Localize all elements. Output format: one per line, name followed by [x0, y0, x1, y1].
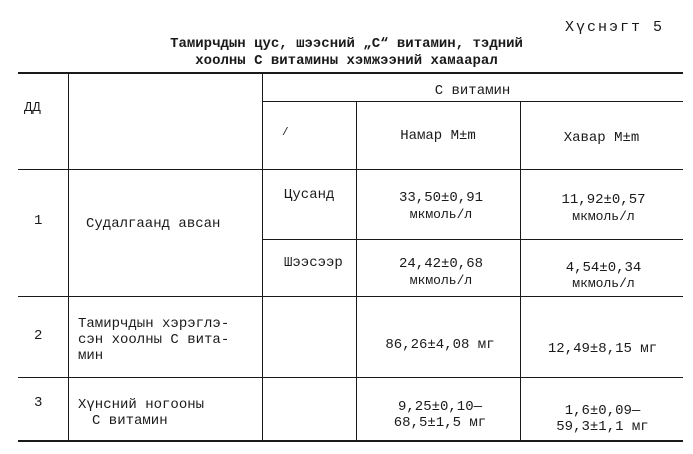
rule-header-group [262, 101, 683, 102]
autumn-value: 33,50±0,91 [398, 190, 483, 206]
table-title-line-1: Тамирчдын цус, шээсний „С“ витамин, тэдний [170, 36, 523, 52]
vline-sub [356, 101, 357, 441]
header-mark: / [282, 127, 289, 139]
header-vitamin-c: С витамин [434, 83, 511, 99]
rule-bottom [18, 440, 683, 442]
autumn-value: 68,5±1,5 мг [393, 415, 487, 431]
vline-season [520, 101, 521, 441]
row-label-line: С витамин [92, 413, 168, 429]
sub-row-label: Шээсээр [284, 255, 343, 271]
autumn-value: 24,42±0,68 [398, 256, 483, 272]
row-label: Судалгаанд авсан [86, 216, 221, 232]
spring-unit: мкмоль/л [572, 209, 635, 224]
row-label-line: сэн хоолны С вита- [78, 332, 230, 348]
header-autumn: Намар М±m [400, 128, 476, 144]
row-label-line: Тамирчдын хэрэглэ- [78, 316, 230, 332]
sub-row-label: Цусанд [284, 187, 335, 203]
row-label-line: мин [78, 348, 104, 364]
rule-top [18, 72, 683, 74]
table-number: Хүснэгт 5 [565, 19, 665, 36]
vline-id [68, 72, 69, 441]
spring-value: 59,3±1,1 мг [556, 419, 649, 435]
spring-unit: мкмоль/л [572, 276, 635, 291]
row-number: 1 [34, 213, 43, 229]
header-id: ДД [24, 100, 41, 116]
autumn-unit: мкмоль/л [409, 273, 473, 288]
header-spring: Хавар М±m [563, 130, 640, 146]
rule-row2-top [18, 296, 683, 297]
autumn-unit: мкмоль/л [409, 207, 473, 222]
row-number: 3 [34, 395, 43, 411]
autumn-value: 86,26±4,08 мг [385, 337, 495, 353]
spring-value: 4,54±0,34 [565, 260, 642, 276]
rule-row3-top [18, 377, 683, 378]
spring-value: 1,6±0,09— [564, 403, 641, 419]
spring-value: 12,49±8,15 мг [547, 341, 658, 357]
spring-value: 11,92±0,57 [561, 192, 646, 208]
table-title-line-2: хоолны С витамины хэмжээний хамаарал [195, 53, 498, 69]
rule-sub-divider [262, 239, 683, 240]
rule-header-bottom [18, 169, 683, 170]
row-label-line: Хүнсний ногооны [78, 397, 205, 413]
autumn-value: 9,25±0,10— [397, 399, 482, 415]
row-number: 2 [34, 328, 43, 344]
vline-label [262, 72, 263, 441]
